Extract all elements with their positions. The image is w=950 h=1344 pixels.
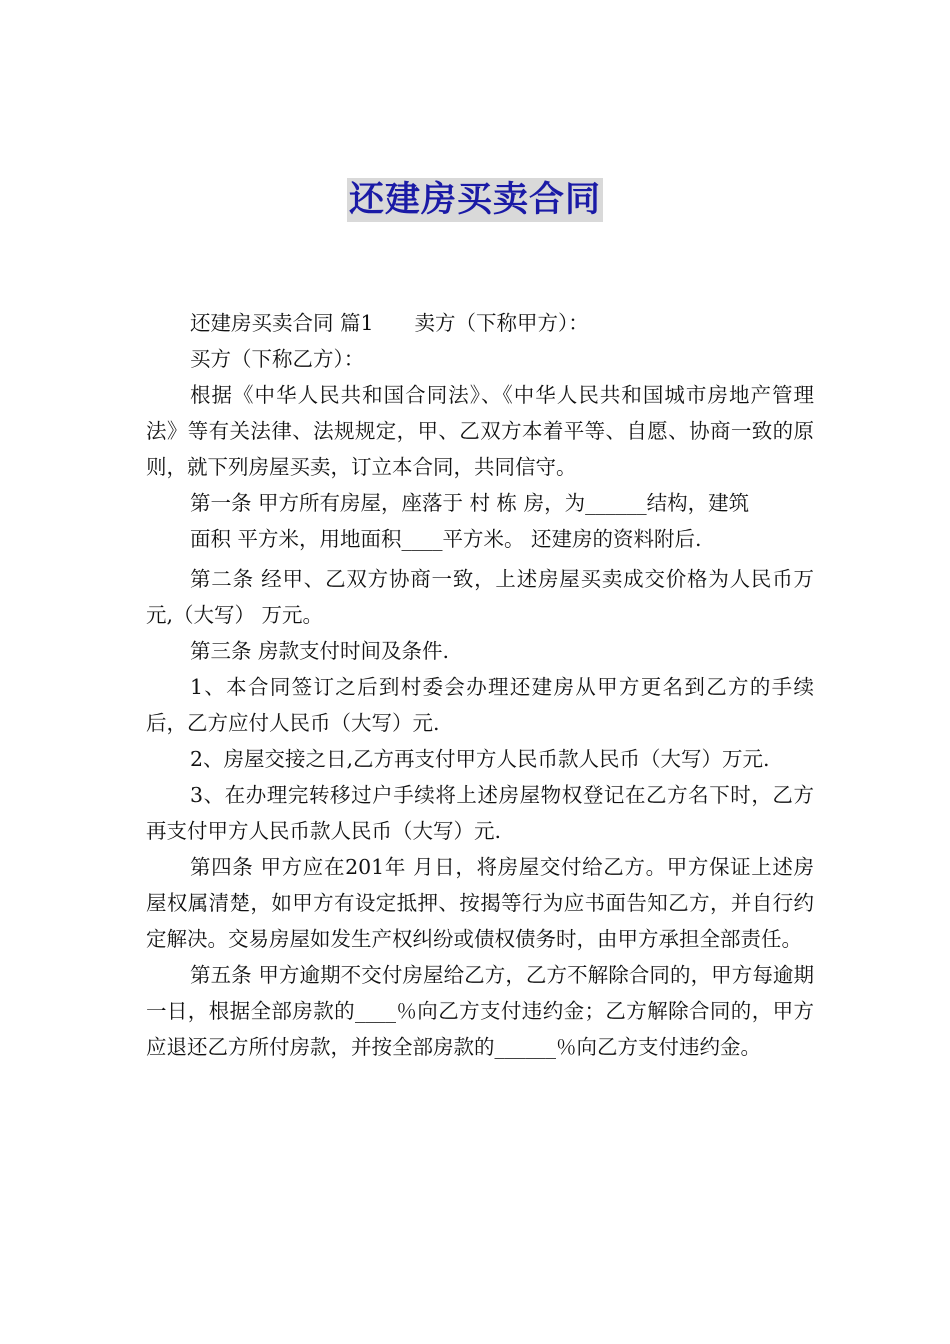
paragraph-article-1-cont: 面积 平方米，用地面积____平方米。 还建房的资料附后. [190,527,702,551]
paragraph-article-1: 第一条 甲方所有房屋，座落于 村 栋 房，为______结构，建筑 [190,491,750,515]
paragraph-basis: 根据《中华人民共和国合同法》、《中华人民共和国城市房地产管理法》等有关法律、法规规定，甲、乙双方本着平等、自愿、协商一致的原则，就下列房屋买卖，订立本合同，共同信守。 [146,383,814,479]
paragraph-payment-2: 2、房屋交接之日,乙方再支付甲方人民币款人民币（大写）万元. [190,747,770,771]
paragraph-article-5: 第五条 甲方逾期不交付房屋给乙方，乙方不解除合同的，甲方每逾期一日，根据全部房款的____％向乙方支付违约金；乙方解除合同的，甲方应退还乙方所付房款，并按全部房款的______％向乙方支付违约金。 [146,963,814,1059]
paragraph-article-4: 第四条 甲方应在201年 月日，将房屋交付给乙方。甲方保证上述房屋权属清楚，如甲方有设定抵押、按揭等行为应书面告知乙方，并自行约定解决。交易房屋如发生产权纠纷或债权债务时，由甲方承担全部责任。 [146,855,814,951]
paragraph-article-3: 第三条 房款支付时间及条件. [190,639,450,663]
paragraph-payment-1: 1、本合同签订之后到村委会办理还建房从甲方更名到乙方的手续后，乙方应付人民币（大写）元. [146,675,814,735]
paragraph-buyer: 买方（下称乙方）： [190,347,365,371]
document-body [146,305,814,1065]
paragraph-article-2: 第二条 经甲、乙双方协商一致，上述房屋买卖成交价格为人民币万元,（大写） 万元。 [146,567,814,627]
paragraph-heading: 还建房买卖合同 篇1 卖方（下称甲方）： [190,311,589,335]
title-container [0,178,950,222]
document-title: 还建房买卖合同 [348,180,601,220]
paragraph-payment-3: 3、在办理完转移过户手续将上述房屋物权登记在乙方名下时，乙方再支付甲方人民币款人民币（大写）元. [146,783,814,843]
